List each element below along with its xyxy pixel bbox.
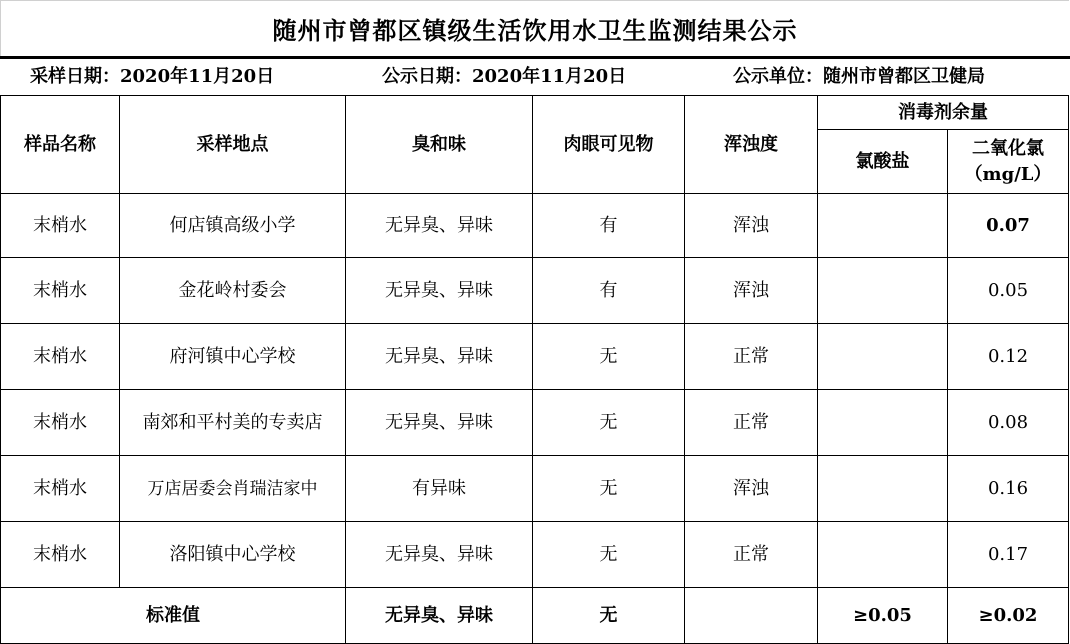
cell-odor: 无异臭、异味 <box>346 258 533 324</box>
cell-chlorate <box>818 324 948 390</box>
cell-sample-name: 末梢水 <box>1 258 120 324</box>
results-table <box>0 95 1069 644</box>
header-location: 采样地点 <box>120 96 346 194</box>
sample-date: 采样日期：2020年11月20日 <box>30 66 275 87</box>
header-unit: （mg/L） <box>964 163 1052 185</box>
table-row <box>1 258 1069 324</box>
publisher: 公示单位：随州市曾都区卫健局 <box>733 66 985 87</box>
header-chlorine-dioxide <box>948 130 1069 194</box>
cell-turbidity: 正常 <box>685 324 818 390</box>
table-row <box>1 522 1069 588</box>
cell-visible: 有 <box>533 194 685 258</box>
cell-visible: 无 <box>533 456 685 522</box>
cell-odor: 无异臭、异味 <box>346 522 533 588</box>
cell-chlorine-dioxide: 0.17 <box>948 522 1069 588</box>
cell-visible: 无 <box>533 324 685 390</box>
table-row <box>1 194 1069 258</box>
cell-location: 何店镇高级小学 <box>120 194 346 258</box>
header-odor: 臭和味 <box>346 96 533 194</box>
cell-turbidity: 浑浊 <box>685 258 818 324</box>
cell-odor: 无异臭、异味 <box>346 194 533 258</box>
cell-odor: 无异臭、异味 <box>346 324 533 390</box>
standard-chlorine-dioxide: ≥0.02 <box>948 588 1069 644</box>
cell-chlorate <box>818 194 948 258</box>
standard-label: 标准值 <box>1 588 346 644</box>
cell-turbidity: 浑浊 <box>685 456 818 522</box>
header-chlorine-dioxide-label: 二氧化氯 <box>972 137 1044 159</box>
cell-location: 万店居委会肖瑞洁家中 <box>120 456 346 522</box>
cell-turbidity: 浑浊 <box>685 194 818 258</box>
table-row <box>1 456 1069 522</box>
cell-location: 金花岭村委会 <box>120 258 346 324</box>
cell-visible: 无 <box>533 522 685 588</box>
standard-visible: 无 <box>533 588 685 644</box>
cell-chlorine-dioxide: 0.05 <box>948 258 1069 324</box>
header-visible: 肉眼可见物 <box>533 96 685 194</box>
cell-sample-name: 末梢水 <box>1 390 120 456</box>
cell-chlorine-dioxide: 0.16 <box>948 456 1069 522</box>
cell-odor: 有异味 <box>346 456 533 522</box>
cell-location: 府河镇中心学校 <box>120 324 346 390</box>
header-chlorate: 氯酸盐 <box>818 130 948 194</box>
cell-chlorate <box>818 456 948 522</box>
cell-sample-name: 末梢水 <box>1 194 120 258</box>
cell-chlorate <box>818 258 948 324</box>
publish-date: 公示日期：2020年11月20日 <box>382 66 627 87</box>
cell-odor: 无异臭、异味 <box>346 390 533 456</box>
cell-chlorine-dioxide: 0.12 <box>948 324 1069 390</box>
table-row <box>1 324 1069 390</box>
cell-location: 洛阳镇中心学校 <box>120 522 346 588</box>
header-turbidity: 浑浊度 <box>685 96 818 194</box>
cell-chlorate <box>818 390 948 456</box>
page-title: 随州市曾都区镇级生活饮用水卫生监测结果公示 <box>272 16 798 45</box>
standard-chlorate: ≥0.05 <box>818 588 948 644</box>
cell-visible: 有 <box>533 258 685 324</box>
cell-turbidity: 正常 <box>685 522 818 588</box>
cell-sample-name: 末梢水 <box>1 522 120 588</box>
header-sample-name: 样品名称 <box>1 96 120 194</box>
cell-chlorine-dioxide: 0.08 <box>948 390 1069 456</box>
standard-row <box>1 588 1069 644</box>
cell-visible: 无 <box>533 390 685 456</box>
cell-location: 南郊和平村美的专卖店 <box>120 390 346 456</box>
standard-odor: 无异臭、异味 <box>346 588 533 644</box>
standard-turbidity <box>685 588 818 644</box>
header-disinfectant: 消毒剂余量 <box>818 96 1069 130</box>
cell-chlorine-dioxide: 0.07 <box>948 194 1069 258</box>
cell-turbidity: 正常 <box>685 390 818 456</box>
table-row <box>1 390 1069 456</box>
cell-sample-name: 末梢水 <box>1 456 120 522</box>
cell-sample-name: 末梢水 <box>1 324 120 390</box>
cell-chlorate <box>818 522 948 588</box>
